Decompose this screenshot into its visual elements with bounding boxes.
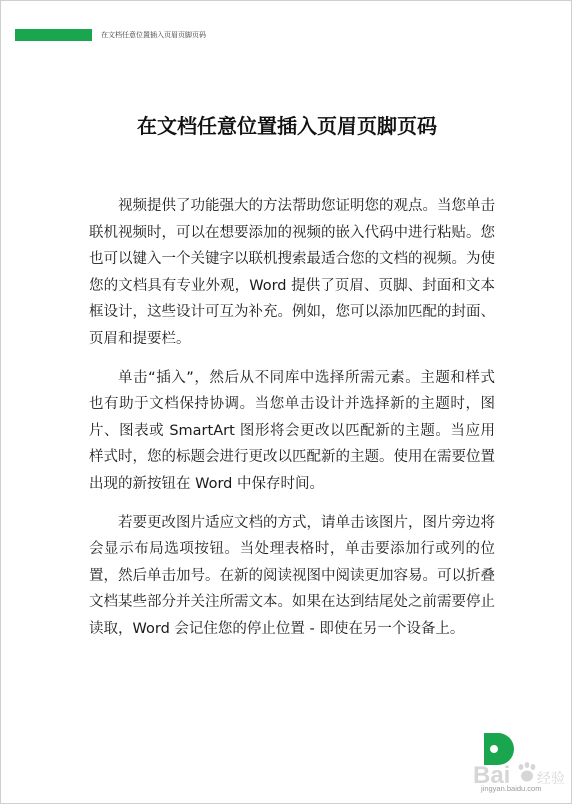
document-body bbox=[89, 193, 495, 655]
header-text: 在文档任意位置插入页眉页脚页码 bbox=[101, 31, 206, 39]
header-accent-bar bbox=[15, 29, 92, 41]
paragraph-2: 单击“插入”，然后从不同库中选择所需元素。主题和样式也有助于文档保持协调。当您单击设计并选择新的主题时，图片、图表或 SmartArt 图形将会更改以匹配新的主题。当应用样式时，您的标题会进行更改以匹配新的主题。使用在需要位置出现的新按钮在 Word 中保存时间。 bbox=[89, 369, 495, 492]
watermark-site: jingyan.baidu.com bbox=[481, 784, 542, 793]
paw-icon bbox=[519, 762, 536, 782]
watermark-brand-suffix: 经验 bbox=[537, 771, 565, 787]
paragraph-1: 视频提供了功能强大的方法帮助您证明您的观点。当您单击联机视频时，可以在想要添加的视频的嵌入代码中进行粘贴。您也可以键入一个关键字以联机搜索最适合您的文档的视频。为使您的文档具有专业外观，Word 提供了页眉、页脚、封面和文本框设计，这些设计可互为补充。例如，您可以添加匹配的封面、页眉和提要栏。 bbox=[89, 198, 495, 347]
paragraph-3: 若要更改图片适应文档的方式，请单击该图片，图片旁边将会显示布局选项按钮。当处理表格时，单击要添加行或列的位置，然后单击加号。在新的阅读视图中阅读更加容易。可以折叠文档某些部分并关注所需文本。如果在达到结尾处之前需要停止读取，Word 会记住您的停止位置 - 即使在另一个设备上。 bbox=[89, 514, 495, 637]
document-title: 在文档任意位置插入页眉页脚页码 bbox=[137, 114, 437, 138]
watermark-brand: Bai bbox=[473, 762, 511, 789]
